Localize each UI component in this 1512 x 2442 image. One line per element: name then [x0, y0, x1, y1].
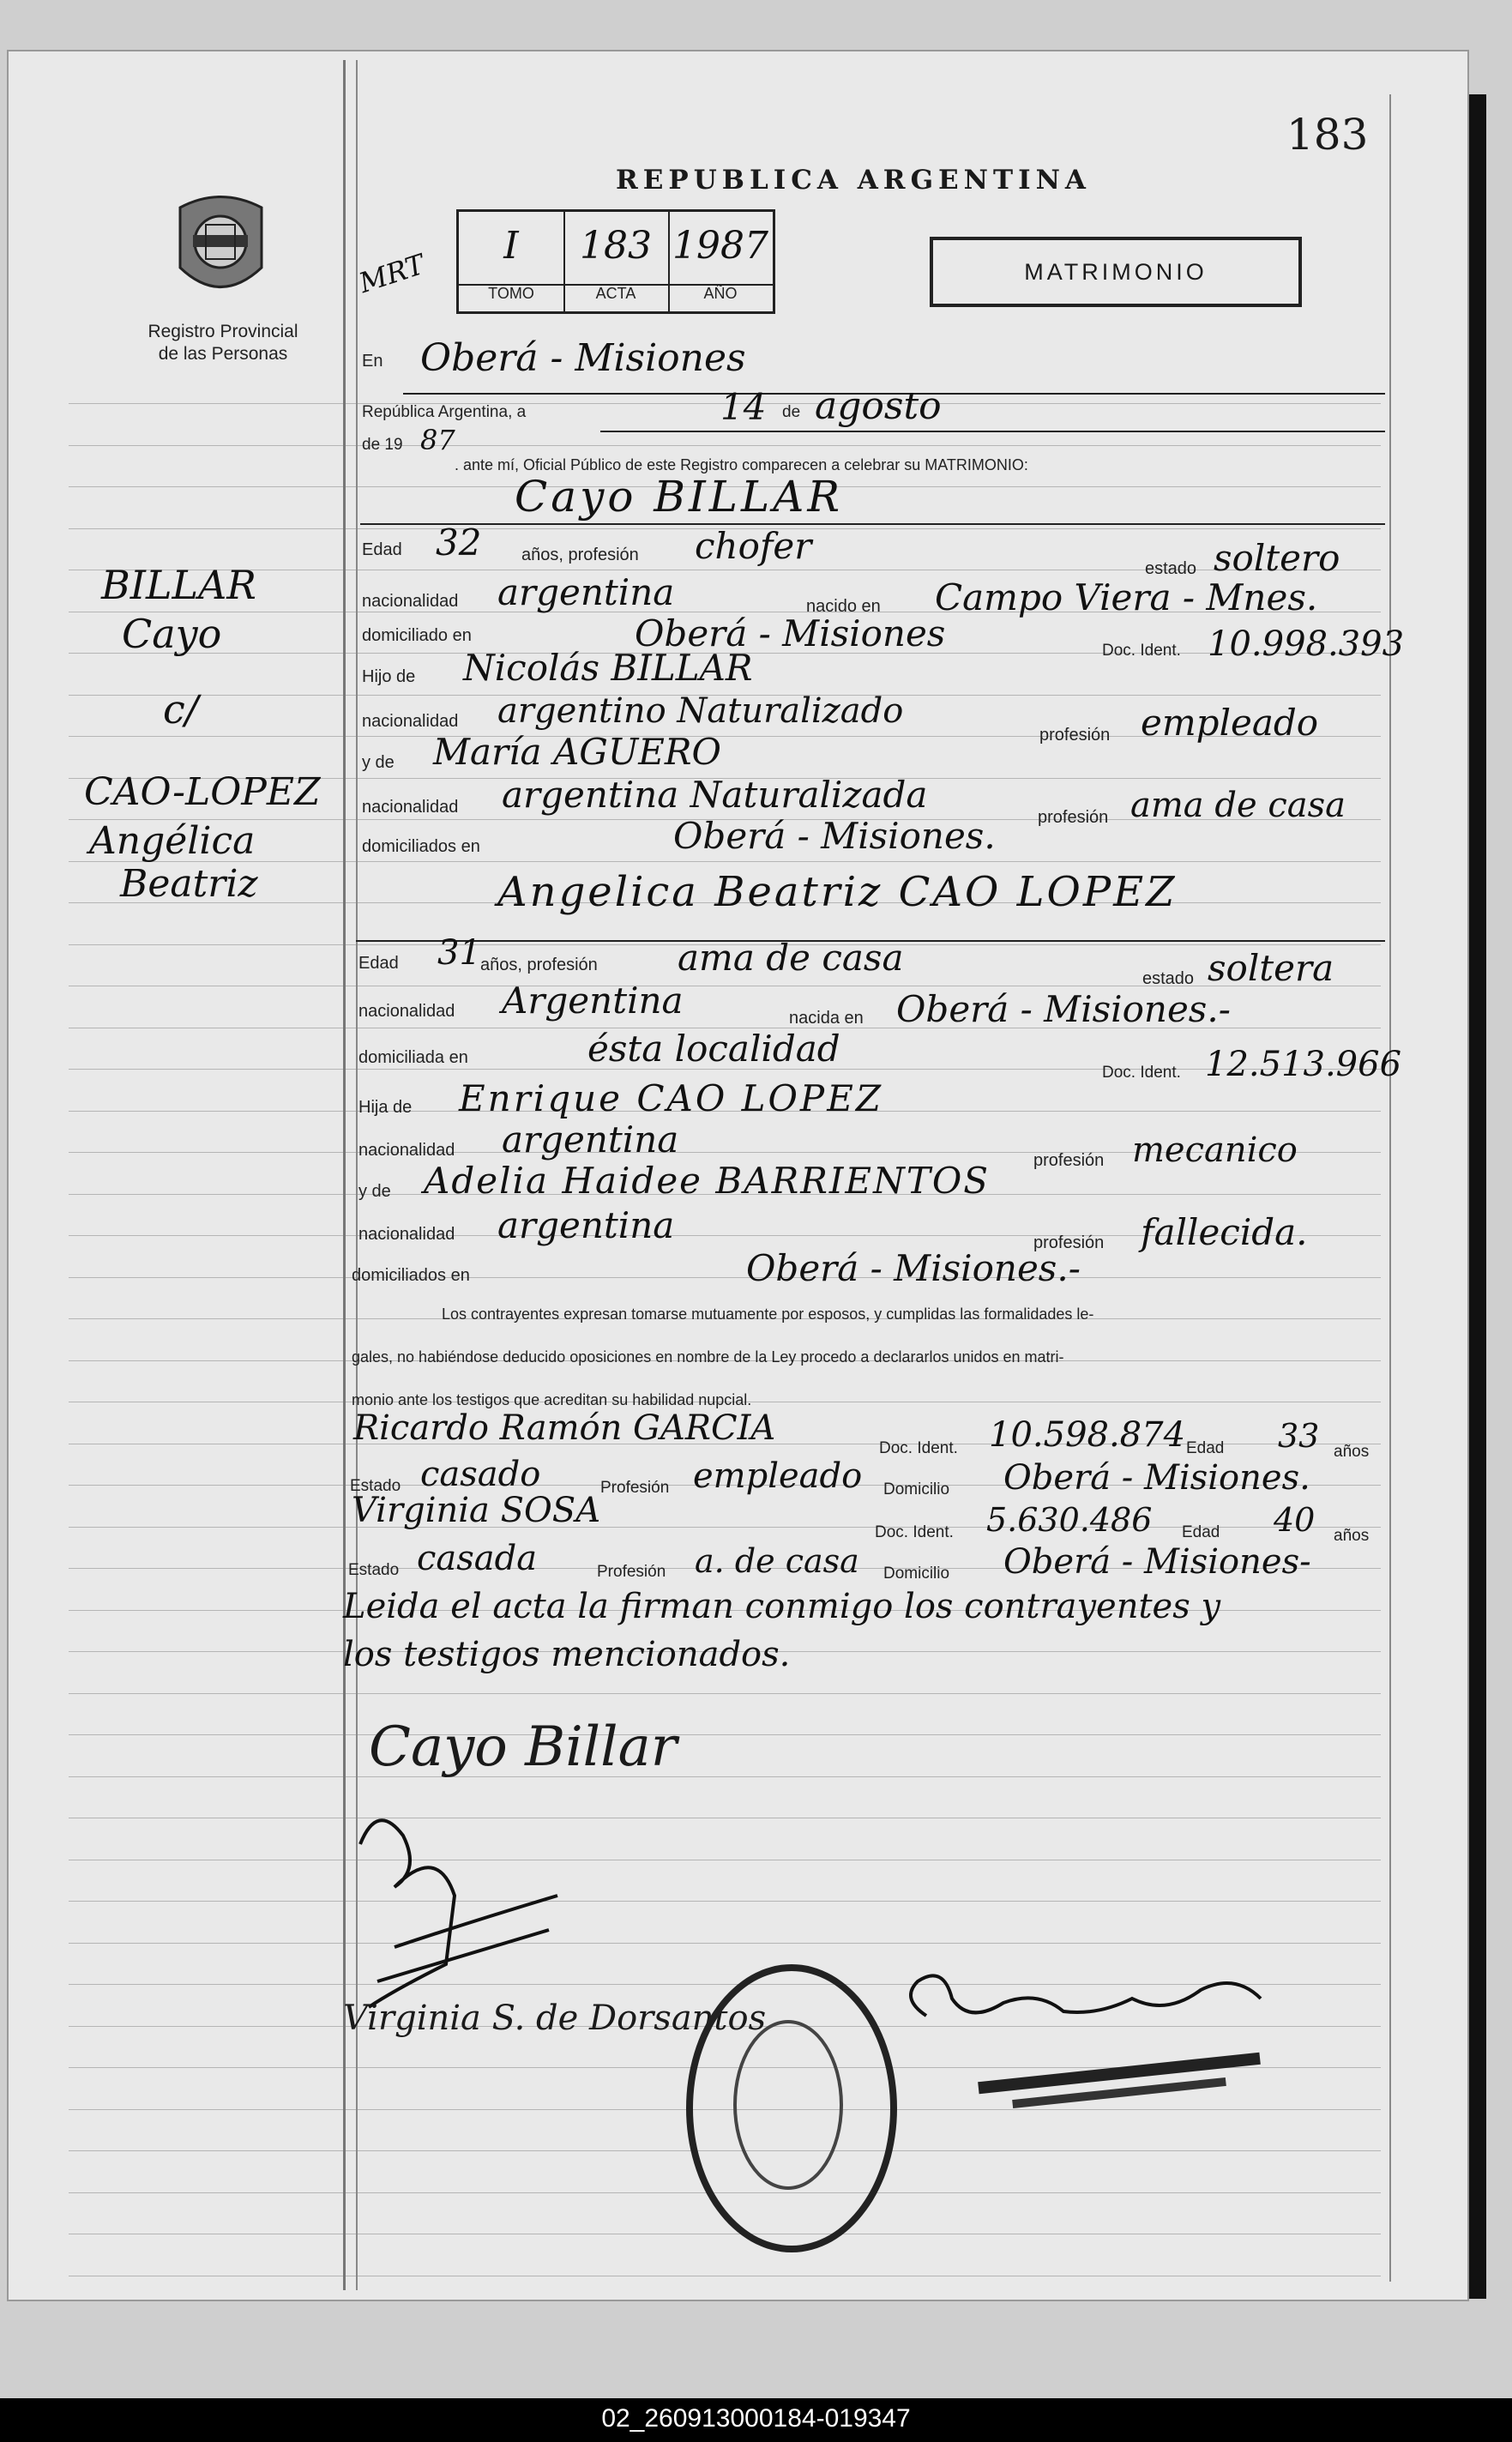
record-number-box — [456, 209, 775, 314]
bride-father-profession: mecanico — [1132, 1131, 1298, 1170]
ruled-line — [69, 861, 1381, 862]
day-value: 14 — [720, 386, 767, 428]
tomo-cell: I TOMO — [459, 212, 565, 311]
margin-groom-name: Cayo — [122, 611, 222, 657]
bride-and-of-label: y de — [358, 1182, 391, 1201]
month-value: agosto — [815, 384, 942, 428]
bride-age-label: Edad — [358, 954, 399, 973]
bride-address: ésta localidad — [587, 1028, 840, 1070]
witness1-profession: empleado — [693, 1456, 863, 1496]
groom-father-prof-label: profesión — [1039, 726, 1111, 745]
acta-cell: 183 ACTA — [563, 212, 670, 311]
witness1-years-label: años — [1334, 1443, 1370, 1461]
witness2-age: 40 — [1274, 1501, 1316, 1539]
bride-name: Angelica Beatriz CAO LOPEZ — [497, 868, 1178, 916]
groom-parents-address: Oberá - Misiones. — [673, 815, 996, 857]
groom-address: Oberá - Misiones — [635, 612, 946, 654]
bride-father: Enrique CAO LOPEZ — [459, 1077, 884, 1119]
bride-mother-nat-label: nacionalidad — [358, 1225, 455, 1244]
groom-parents-address-label: domiciliados en — [362, 837, 480, 856]
groom-and-of-label: y de — [362, 753, 395, 772]
groom-status-label: estado — [1145, 559, 1197, 578]
bride-mother-prof-label: profesión — [1033, 1233, 1105, 1252]
bride-born-label: nacida en — [789, 1009, 864, 1028]
mrt-annotation: MRT — [355, 247, 429, 300]
bride-birthplace: Oberá - Misiones.- — [896, 988, 1231, 1030]
ruled-line — [69, 445, 1381, 446]
bride-status: soltera — [1208, 947, 1334, 989]
bride-nationality-label: nacionalidad — [358, 1002, 455, 1021]
declaration-line-3: monio ante los testigos que acreditan su habilidad nupcial. — [352, 1391, 752, 1408]
witness1-name: Ricardo Ramón GARCIA — [353, 1408, 776, 1448]
ruled-line — [69, 1693, 1381, 1694]
groom-nationality: argentina — [497, 571, 675, 613]
groom-age: 32 — [436, 522, 482, 564]
groom-mother: María AGUERO — [433, 731, 721, 773]
groom-mother-prof-label: profesión — [1038, 808, 1109, 827]
witness2-address: Oberá - Misiones- — [1003, 1542, 1311, 1582]
record-type-box: MATRIMONIO — [930, 237, 1302, 307]
bride-profession: ama de casa — [678, 937, 904, 979]
page-number: 183 — [1286, 110, 1369, 160]
witness1-address: Oberá - Misiones. — [1003, 1458, 1310, 1498]
ruled-line — [69, 1776, 1381, 1777]
groom-mother-profession: ama de casa — [1130, 786, 1346, 825]
declaration-line-2: gales, no habiéndose deducido oposiciones en nombre de la Ley procedo a declararlos unidos en matri- — [352, 1348, 1064, 1366]
witness1-status-label: Estado — [350, 1477, 401, 1495]
witness2-status: casada — [417, 1539, 538, 1578]
witness1-address-label: Domicilio — [883, 1480, 950, 1498]
groom-son-of-label: Hijo de — [362, 667, 416, 686]
bride-mother-profession: fallecida. — [1141, 1211, 1308, 1253]
ruled-line — [69, 1734, 1381, 1735]
bride-id: 12.513.966 — [1205, 1045, 1402, 1084]
bride-father-nat-label: nacionalidad — [358, 1141, 455, 1160]
groom-father-profession: empleado — [1141, 702, 1319, 744]
bride-id-label: Doc. Ident. — [1102, 1064, 1181, 1082]
groom-father: Nicolás BILLAR — [463, 647, 753, 689]
witness2-id: 5.630.486 — [986, 1501, 1153, 1539]
anio-cell: 1987 AÑO — [672, 224, 768, 302]
en-label: En — [362, 352, 383, 371]
bride-mother-nationality: argentina — [497, 1204, 675, 1246]
witness2-signature: Virginia S. de Dorsantos — [343, 1999, 767, 2038]
witness2-profession: a. de casa — [695, 1542, 859, 1580]
bride-age: 31 — [437, 933, 481, 973]
groom-id: 10.998.393 — [1208, 624, 1405, 664]
groom-status: soltero — [1214, 537, 1340, 579]
country-title: REPUBLICA ARGENTINA — [616, 165, 1091, 196]
closing-line-2: los testigos mencionados. — [343, 1635, 791, 1674]
year-prefix: de 19 — [362, 436, 403, 454]
bride-parents-address-label: domiciliados en — [352, 1266, 470, 1285]
groom-father-nationality: argentino Naturalizado — [497, 691, 904, 731]
groom-mother-nationality: argentina Naturalizada — [502, 774, 928, 816]
closing-line-1: Leida el acta la firman conmigo los contrayentes y — [343, 1587, 1221, 1626]
witness1-status: casado — [420, 1455, 541, 1494]
bride-daughter-of-label: Hija de — [358, 1098, 413, 1117]
ruled-line — [69, 1901, 1381, 1902]
margin-bride-middle: Beatriz — [120, 862, 258, 906]
groom-age-label: Edad — [362, 540, 402, 559]
groom-profession-label: años, profesión — [521, 546, 639, 564]
groom-nationality-label: nacionalidad — [362, 592, 459, 611]
ruled-line — [69, 1943, 1381, 1944]
official-signature-icon — [892, 1964, 1295, 2127]
ruled-line — [69, 1277, 1381, 1278]
republic-label: República Argentina, a — [362, 403, 527, 421]
registry-label: Registro Provincial de las Personas — [148, 322, 298, 364]
groom-id-label: Doc. Ident. — [1102, 642, 1181, 660]
bride-father-nationality: argentina — [502, 1118, 679, 1161]
bride-nationality: Argentina — [502, 980, 684, 1022]
groom-profession: chofer — [695, 525, 812, 567]
witness2-id-label: Doc. Ident. — [875, 1523, 954, 1541]
bride-profession-label: años, profesión — [480, 956, 598, 974]
groom-name: Cayo BILLAR — [515, 472, 843, 522]
stamp-inner-ring — [733, 2020, 843, 2190]
groom-father-nat-label: nacionalidad — [362, 712, 459, 731]
bride-parents-address: Oberá - Misiones.- — [746, 1247, 1081, 1289]
witness1-prof-label: Profesión — [600, 1479, 670, 1497]
groom-address-label: domiciliado en — [362, 626, 472, 645]
bride-status-label: estado — [1142, 969, 1195, 988]
bride-mother: Adelia Haidee BARRIENTOS — [424, 1160, 991, 1202]
witness1-age: 33 — [1278, 1417, 1320, 1455]
witness2-status-label: Estado — [348, 1561, 400, 1579]
intro-text: . ante mí, Oficial Público de este Registro comparecen a celebrar su MATRIMONIO: — [455, 456, 1028, 473]
de-label: de — [782, 403, 801, 421]
bride-signature-scrawl-icon — [343, 1793, 575, 2016]
witness2-years-label: años — [1334, 1527, 1370, 1545]
groom-born-label: nacido en — [806, 597, 881, 616]
year-value: 87 — [420, 424, 455, 456]
registry-emblem-icon — [172, 190, 270, 302]
groom-mother-nat-label: nacionalidad — [362, 798, 459, 817]
bride-address-label: domiciliada en — [358, 1048, 468, 1067]
scan-identifier: 02_260913000184-019347 — [601, 2404, 911, 2433]
witness2-name: Virginia SOSA — [352, 1491, 601, 1530]
bride-father-prof-label: profesión — [1033, 1151, 1105, 1170]
witness2-address-label: Domicilio — [883, 1565, 950, 1583]
witness1-id: 10.598.874 — [989, 1415, 1186, 1455]
declaration-line-1: Los contrayentes expresan tomarse mutuamente por esposos, y cumplidas las formalidades le- — [442, 1305, 1094, 1323]
witness1-id-label: Doc. Ident. — [879, 1439, 958, 1457]
witness2-age-label: Edad — [1182, 1523, 1220, 1541]
groom-signature: Cayo Billar — [369, 1715, 678, 1779]
right-margin-line — [1389, 94, 1391, 2282]
book-spine — [1469, 94, 1486, 2299]
place-value: Oberá - Misiones — [420, 336, 746, 380]
margin-bride-surname: CAO-LOPEZ — [84, 770, 321, 814]
witness2-prof-label: Profesión — [597, 1563, 666, 1581]
groom-birthplace: Campo Viera - Mnes. — [935, 576, 1318, 618]
margin-conjunction: c/ — [163, 686, 199, 733]
witness1-age-label: Edad — [1186, 1439, 1225, 1457]
margin-groom-surname: BILLAR — [101, 562, 256, 608]
margin-bride-name: Angélica — [89, 819, 256, 863]
